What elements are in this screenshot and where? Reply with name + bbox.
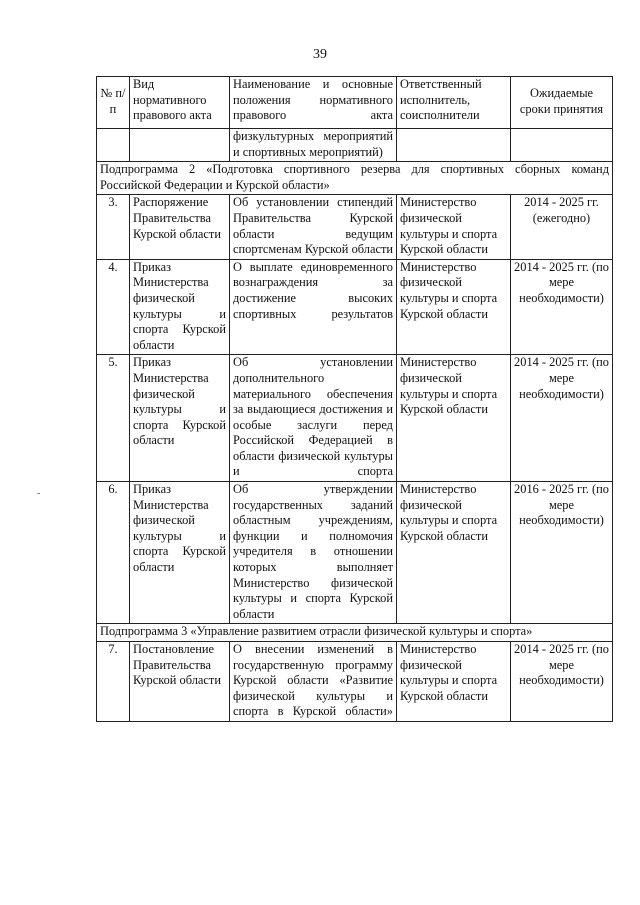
row-term: 2014 - 2025 гг. (по мере необходимости) <box>511 642 613 722</box>
legal-acts-table <box>96 76 613 722</box>
subprogram-row <box>97 624 613 642</box>
table-row <box>97 482 613 624</box>
row-term: 2014 - 2025 гг. (ежегодно) <box>511 195 613 259</box>
table-row <box>97 355 613 482</box>
row-num <box>97 129 130 162</box>
row-num: 3. <box>97 195 130 259</box>
table-row <box>97 259 613 355</box>
row-num: 5. <box>97 355 130 482</box>
header-type: Вид нормативного правового акта <box>130 77 230 129</box>
row-responsible: Министерство физической культуры и спорта Курской области <box>397 355 511 482</box>
row-name: О выплате единовременного вознаграждения за достижение высоких спортивных результатов <box>230 259 397 355</box>
row-type: Постановление Правительства Курской области <box>130 642 230 722</box>
header-responsible: Ответственный исполнитель, соисполнители <box>397 77 511 129</box>
row-responsible <box>397 129 511 162</box>
table-row <box>97 642 613 722</box>
row-name: Об установлении дополнительного материального обеспечения за выдающиеся достижения и особые заслуги перед Российской Федерацией в области физической культуры и спорта <box>230 355 397 482</box>
row-responsible: Министерство физической культуры и спорта Курской области <box>397 259 511 355</box>
row-num: 7. <box>97 642 130 722</box>
row-responsible: Министерство физической культуры и спорта Курской области <box>397 482 511 624</box>
margin-mark: - <box>37 488 41 499</box>
header-name: Наименование и основные положения нормативного правового акта <box>230 77 397 129</box>
row-responsible: Министерство физической культуры и спорта Курской области <box>397 642 511 722</box>
page-number: 39 <box>313 47 327 62</box>
row-responsible: Министерство физической культуры и спорта Курской области <box>397 195 511 259</box>
subprogram-row <box>97 162 613 195</box>
row-name: О внесении изменений в государственную программу Курской области «Развитие физической культуры и спорта в Курской области» <box>230 642 397 722</box>
row-num: 6. <box>97 482 130 624</box>
row-type: Приказ Министерства физической культуры и спорта Курской области <box>130 482 230 624</box>
header-num: № п/п <box>97 77 130 129</box>
row-type <box>130 129 230 162</box>
row-term: 2016 - 2025 гг. (по мере необходимости) <box>511 482 613 624</box>
row-type: Приказ Министерства физической культуры и спорта Курской области <box>130 355 230 482</box>
table-row <box>97 195 613 259</box>
row-term: 2014 - 2025 гг. (по мере необходимости) <box>511 259 613 355</box>
continuation-row <box>97 129 613 162</box>
row-type: Приказ Министерства физической культуры и спорта Курской области <box>130 259 230 355</box>
table-header-row <box>97 77 613 129</box>
row-name: Об утверждении государственных заданий областным учреждениям, функции и полномочия учредителя в отношении которых выполняет Министерство физической культуры и спорта Курской области <box>230 482 397 624</box>
row-term: 2014 - 2025 гг. (по мере необходимости) <box>511 355 613 482</box>
header-term: Ожидаемые сроки принятия <box>511 77 613 129</box>
row-type: Распоряжение Правительства Курской области <box>130 195 230 259</box>
row-name: Об установлении стипендий Правительства Курской области ведущим спортсменам Курской области <box>230 195 397 259</box>
subprogram-3-title: Подпрограмма 3 «Управление развитием отрасли физической культуры и спорта» <box>97 624 613 642</box>
row-num: 4. <box>97 259 130 355</box>
row-term <box>511 129 613 162</box>
subprogram-2-title: Подпрограмма 2 «Подготовка спортивного резерва для спортивных сборных команд Российской Федерации и Курской области» <box>97 162 613 195</box>
row-name: физкультурных мероприятий и спортивных мероприятий) <box>230 129 397 162</box>
